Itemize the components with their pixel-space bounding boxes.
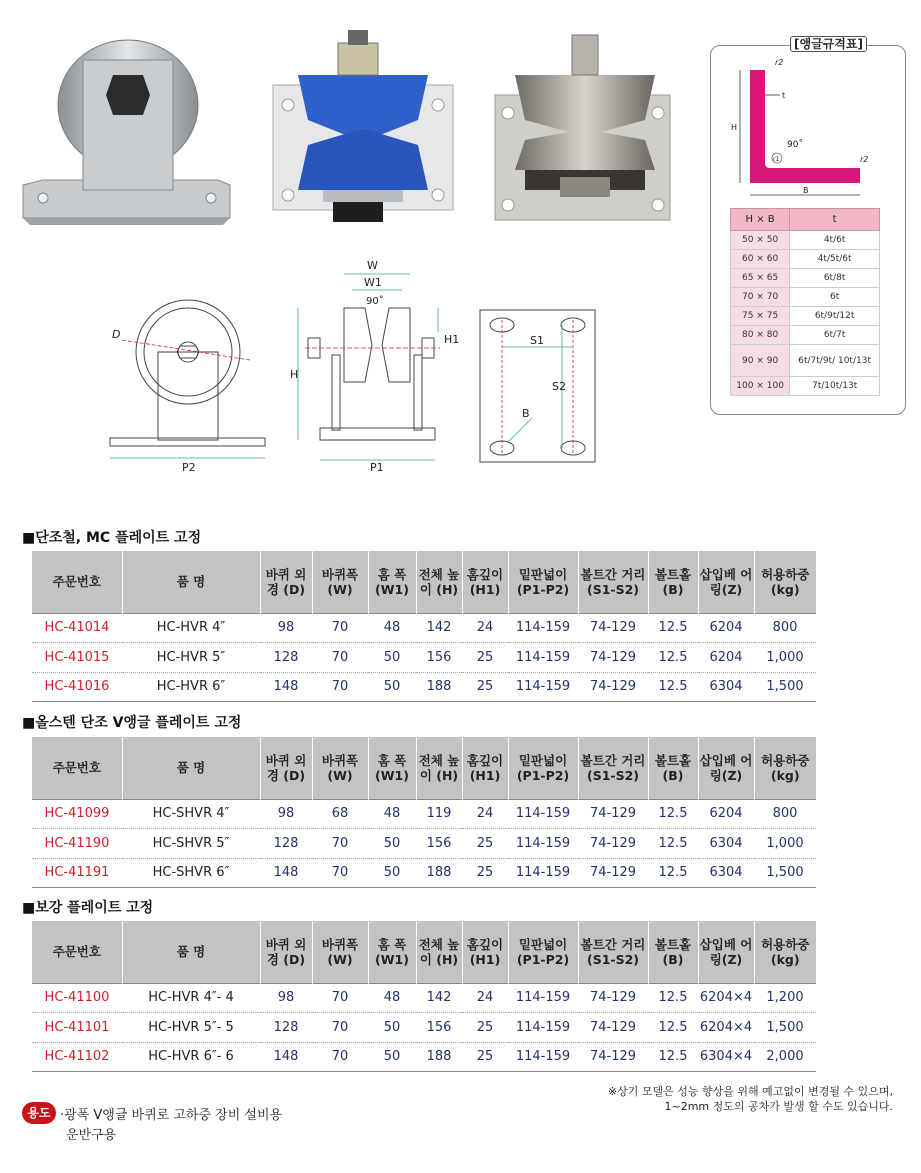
label-H1: H1 [444, 333, 460, 346]
angle-spec-title: [앵글규격표] [790, 36, 867, 52]
angle-cell-t: 6t/8t [790, 269, 880, 288]
spec-row [32, 613, 816, 643]
product-name-cell: HC-SHVR 6″ [122, 858, 260, 888]
spec-value-cell: 1,500 [754, 1013, 816, 1043]
spec-value-cell: 98 [260, 613, 312, 643]
spec-header-cell: 홈깊이 (H1) [462, 551, 508, 613]
angle-spec-row [731, 269, 880, 288]
spec-header-cell: 바퀴 외경 (D) [260, 737, 312, 799]
spec-header-cell: 주문번호 [32, 921, 122, 983]
angle-cell-t: 7t/10t/13t [790, 377, 880, 396]
spec-value-cell: 24 [462, 799, 508, 829]
product-photo-stainless-v-wheel [480, 25, 690, 235]
spec-value-cell: 12.5 [648, 829, 698, 859]
spec-value-cell: 156 [416, 1013, 462, 1043]
angle-cell-hb: 60 × 60 [731, 250, 790, 269]
spec-value-cell: 50 [368, 1042, 416, 1072]
label-S2: S2 [552, 380, 566, 393]
spec-value-cell: 142 [416, 613, 462, 643]
spec-value-cell: 70 [312, 1042, 368, 1072]
spec-header-cell: 주문번호 [32, 551, 122, 613]
dimension-drawings [100, 250, 620, 480]
angle-label-t: t [782, 91, 786, 100]
spec-table-reinforced [32, 921, 816, 1072]
spec-value-cell: 148 [260, 858, 312, 888]
spec-value-cell: 70 [312, 1013, 368, 1043]
angle-profile-diagram [725, 55, 895, 205]
angle-label-B: B [803, 186, 809, 195]
spec-value-cell: 25 [462, 672, 508, 702]
spec-value-cell: 50 [368, 1013, 416, 1043]
spec-value-cell: 48 [368, 799, 416, 829]
spec-value-cell: 12.5 [648, 983, 698, 1013]
spec-value-cell: 12.5 [648, 858, 698, 888]
spec-value-cell: 70 [312, 983, 368, 1013]
label-W: W [367, 259, 378, 272]
spec-header-cell: 전체 높이 (H) [416, 551, 462, 613]
label-W1: W1 [364, 276, 382, 289]
spec-table-stainless [32, 737, 816, 888]
section-title-forged-mc: ■단조철, MC 플레이트 고정 [22, 530, 202, 546]
order-number-cell: HC-41014 [32, 613, 122, 643]
spec-header-cell: 밑판넓이 (P1-P2) [508, 551, 578, 613]
spec-value-cell: 188 [416, 1042, 462, 1072]
spec-value-cell: 114-159 [508, 613, 578, 643]
spec-value-cell: 6304 [698, 672, 754, 702]
product-name-cell: HC-HVR 5″- 5 [122, 1013, 260, 1043]
spec-value-cell: 70 [312, 672, 368, 702]
usage-text-line1: ·광폭 V앵글 바퀴로 고하중 장비 설비용 [60, 1108, 283, 1123]
spec-value-cell: 800 [754, 799, 816, 829]
spec-header-cell: 홈깊이 (H1) [462, 737, 508, 799]
spec-header-cell: 밑판넓이 (P1-P2) [508, 921, 578, 983]
spec-value-cell: 50 [368, 829, 416, 859]
product-name-cell: HC-HVR 4″ [122, 613, 260, 643]
order-number-cell: HC-41101 [32, 1013, 122, 1043]
label-H: H [290, 368, 299, 381]
usage-badge: 용도 [22, 1102, 56, 1124]
spec-header-cell: 전체 높이 (H) [416, 921, 462, 983]
spec-value-cell: 12.5 [648, 1042, 698, 1072]
angle-cell-hb: 100 × 100 [731, 377, 790, 396]
spec-value-cell: 74-129 [578, 613, 648, 643]
spec-value-cell: 98 [260, 983, 312, 1013]
spec-value-cell: 114-159 [508, 983, 578, 1013]
product-name-cell: HC-HVR 5″ [122, 643, 260, 673]
angle-cell-hb: 50 × 50 [731, 231, 790, 250]
spec-value-cell: 74-129 [578, 643, 648, 673]
spec-value-cell: 6304 [698, 858, 754, 888]
spec-value-cell: 74-129 [578, 829, 648, 859]
spec-value-cell: 114-159 [508, 858, 578, 888]
spec-value-cell: 25 [462, 1013, 508, 1043]
spec-value-cell: 74-129 [578, 1013, 648, 1043]
spec-value-cell: 48 [368, 613, 416, 643]
angle-label-r2-right: r2 [860, 155, 869, 164]
spec-value-cell: 119 [416, 799, 462, 829]
spec-table-forged-mc [32, 551, 816, 702]
spec-header-cell: 전체 높이 (H) [416, 737, 462, 799]
spec-row [32, 858, 816, 888]
product-photo-mc-v-wheel [258, 25, 468, 235]
spec-header-row [32, 921, 816, 983]
spec-header-cell: 허용하중 (kg) [754, 921, 816, 983]
angle-spec-row [731, 231, 880, 250]
spec-value-cell: 50 [368, 672, 416, 702]
angle-cell-hb: 80 × 80 [731, 326, 790, 345]
spec-value-cell: 128 [260, 1013, 312, 1043]
spec-header-cell: 바퀴폭 (W) [312, 921, 368, 983]
spec-header-row [32, 551, 816, 613]
angle-cell-t: 4t/5t/6t [790, 250, 880, 269]
order-number-cell: HC-41100 [32, 983, 122, 1013]
disclaimer-line1: ※상기 모델은 성능 향상을 위해 예고없이 변경될 수 있으며, [607, 1085, 893, 1098]
spec-row [32, 799, 816, 829]
spec-value-cell: 188 [416, 672, 462, 702]
disclaimer-line2: 1~2mm 정도의 공차가 발생 할 수도 있습니다. [664, 1100, 893, 1113]
spec-value-cell: 74-129 [578, 799, 648, 829]
spec-value-cell: 74-129 [578, 983, 648, 1013]
label-P2: P2 [182, 461, 196, 474]
spec-value-cell: 70 [312, 829, 368, 859]
section-title-reinforced: ■보강 플레이트 고정 [22, 900, 154, 916]
angle-header-t: t [790, 209, 880, 231]
angle-header-hb: H × B [731, 209, 790, 231]
spec-header-cell: 바퀴폭 (W) [312, 551, 368, 613]
angle-label-90: 90˚ [787, 140, 803, 150]
label-P1: P1 [370, 461, 384, 474]
angle-cell-hb: 90 × 90 [731, 345, 790, 377]
spec-value-cell: 6204 [698, 643, 754, 673]
spec-value-cell: 70 [312, 613, 368, 643]
spec-value-cell: 1,000 [754, 643, 816, 673]
label-B: B [522, 407, 530, 420]
angle-cell-t: 6t/9t/12t [790, 307, 880, 326]
spec-value-cell: 156 [416, 829, 462, 859]
angle-spec-row [731, 326, 880, 345]
spec-value-cell: 800 [754, 613, 816, 643]
spec-value-cell: 114-159 [508, 643, 578, 673]
spec-value-cell: 50 [368, 858, 416, 888]
spec-header-cell: 삽입베 어링(Z) [698, 737, 754, 799]
spec-row [32, 1013, 816, 1043]
spec-value-cell: 6204 [698, 799, 754, 829]
order-number-cell: HC-41015 [32, 643, 122, 673]
spec-value-cell: 12.5 [648, 643, 698, 673]
order-number-cell: HC-41102 [32, 1042, 122, 1072]
spec-value-cell: 25 [462, 1042, 508, 1072]
product-name-cell: HC-HVR 4″- 4 [122, 983, 260, 1013]
section-title-stainless: ■올스텐 단조 V앵글 플레이트 고정 [22, 715, 242, 731]
angle-spec-row [731, 288, 880, 307]
spec-row [32, 643, 816, 673]
spec-header-cell: 바퀴폭 (W) [312, 737, 368, 799]
spec-header-cell: 홈깊이 (H1) [462, 921, 508, 983]
spec-row [32, 672, 816, 702]
angle-spec-row [731, 307, 880, 326]
spec-value-cell: 114-159 [508, 1013, 578, 1043]
spec-value-cell: 70 [312, 858, 368, 888]
angle-cell-hb: 70 × 70 [731, 288, 790, 307]
spec-value-cell: 1,200 [754, 983, 816, 1013]
angle-cell-t: 6t/7t [790, 326, 880, 345]
spec-header-cell: 볼트홀 (B) [648, 551, 698, 613]
spec-value-cell: 142 [416, 983, 462, 1013]
spec-value-cell: 74-129 [578, 672, 648, 702]
spec-header-cell: 허용하중 (kg) [754, 737, 816, 799]
spec-value-cell: 48 [368, 983, 416, 1013]
spec-value-cell: 6304×4 [698, 1042, 754, 1072]
usage-text-line2: 운반구용 [66, 1128, 117, 1143]
angle-label-H: H [731, 123, 738, 132]
spec-value-cell: 6204×4 [698, 1013, 754, 1043]
spec-value-cell: 188 [416, 858, 462, 888]
spec-header-cell: 바퀴 외경 (D) [260, 551, 312, 613]
spec-value-cell: 50 [368, 643, 416, 673]
spec-header-cell: 품 명 [122, 737, 260, 799]
angle-spec-row [731, 250, 880, 269]
spec-value-cell: 114-159 [508, 1042, 578, 1072]
angle-cell-hb: 65 × 65 [731, 269, 790, 288]
spec-value-cell: 25 [462, 643, 508, 673]
angle-cell-t: 6t/7t/9t/ 10t/13t [790, 345, 880, 377]
spec-value-cell: 6204×4 [698, 983, 754, 1013]
spec-value-cell: 24 [462, 613, 508, 643]
spec-value-cell: 6204 [698, 613, 754, 643]
spec-header-cell: 홈 폭 (W1) [368, 921, 416, 983]
spec-value-cell: 6304 [698, 829, 754, 859]
angle-cell-t: 4t/6t [790, 231, 880, 250]
spec-header-cell: 홈 폭 (W1) [368, 551, 416, 613]
spec-row [32, 829, 816, 859]
label-S1: S1 [530, 334, 544, 347]
order-number-cell: HC-41191 [32, 858, 122, 888]
spec-value-cell: 25 [462, 858, 508, 888]
spec-header-cell: 볼트홀 (B) [648, 737, 698, 799]
label-angle-90: 90˚ [366, 296, 384, 307]
product-name-cell: HC-SHVR 5″ [122, 829, 260, 859]
label-D: D [112, 328, 121, 341]
spec-header-cell: 품 명 [122, 921, 260, 983]
spec-value-cell: 148 [260, 672, 312, 702]
angle-spec-row [731, 345, 880, 377]
spec-row [32, 1042, 816, 1072]
spec-value-cell: 148 [260, 1042, 312, 1072]
spec-header-cell: 주문번호 [32, 737, 122, 799]
angle-spec-row [731, 377, 880, 396]
spec-value-cell: 12.5 [648, 799, 698, 829]
product-name-cell: HC-HVR 6″- 6 [122, 1042, 260, 1072]
spec-header-cell: 볼트간 거리 (S1-S2) [578, 737, 648, 799]
spec-value-cell: 156 [416, 643, 462, 673]
spec-value-cell: 1,500 [754, 858, 816, 888]
spec-value-cell: 1,000 [754, 829, 816, 859]
product-name-cell: HC-SHVR 4″ [122, 799, 260, 829]
spec-value-cell: 68 [312, 799, 368, 829]
spec-value-cell: 25 [462, 829, 508, 859]
spec-value-cell: 128 [260, 643, 312, 673]
spec-header-cell: 품 명 [122, 551, 260, 613]
order-number-cell: HC-41099 [32, 799, 122, 829]
angle-label-r2-top: r2 [775, 58, 784, 67]
spec-header-cell: 삽입베 어링(Z) [698, 921, 754, 983]
spec-value-cell: 74-129 [578, 858, 648, 888]
spec-value-cell: 114-159 [508, 829, 578, 859]
spec-value-cell: 128 [260, 829, 312, 859]
order-number-cell: HC-41190 [32, 829, 122, 859]
spec-header-cell: 볼트홀 (B) [648, 921, 698, 983]
spec-row [32, 983, 816, 1013]
spec-value-cell: 12.5 [648, 672, 698, 702]
spec-header-cell: 밑판넓이 (P1-P2) [508, 737, 578, 799]
spec-value-cell: 74-129 [578, 1042, 648, 1072]
spec-value-cell: 12.5 [648, 613, 698, 643]
spec-value-cell: 114-159 [508, 672, 578, 702]
angle-cell-t: 6t [790, 288, 880, 307]
spec-header-cell: 허용하중 (kg) [754, 551, 816, 613]
spec-header-cell: 삽입베 어링(Z) [698, 551, 754, 613]
angle-spec-table [730, 208, 880, 396]
spec-value-cell: 114-159 [508, 799, 578, 829]
spec-value-cell: 1,500 [754, 672, 816, 702]
spec-value-cell: 70 [312, 643, 368, 673]
spec-header-row [32, 737, 816, 799]
spec-header-cell: 바퀴 외경 (D) [260, 921, 312, 983]
angle-cell-hb: 75 × 75 [731, 307, 790, 326]
spec-header-cell: 볼트간 거리 (S1-S2) [578, 921, 648, 983]
spec-value-cell: 2,000 [754, 1042, 816, 1072]
spec-header-cell: 볼트간 거리 (S1-S2) [578, 551, 648, 613]
spec-value-cell: 12.5 [648, 1013, 698, 1043]
spec-header-cell: 홈 폭 (W1) [368, 737, 416, 799]
product-name-cell: HC-HVR 6″ [122, 672, 260, 702]
order-number-cell: HC-41016 [32, 672, 122, 702]
product-photo-steel-wheel [18, 20, 238, 240]
angle-label-r1: r1 [773, 156, 780, 163]
spec-value-cell: 24 [462, 983, 508, 1013]
spec-value-cell: 98 [260, 799, 312, 829]
